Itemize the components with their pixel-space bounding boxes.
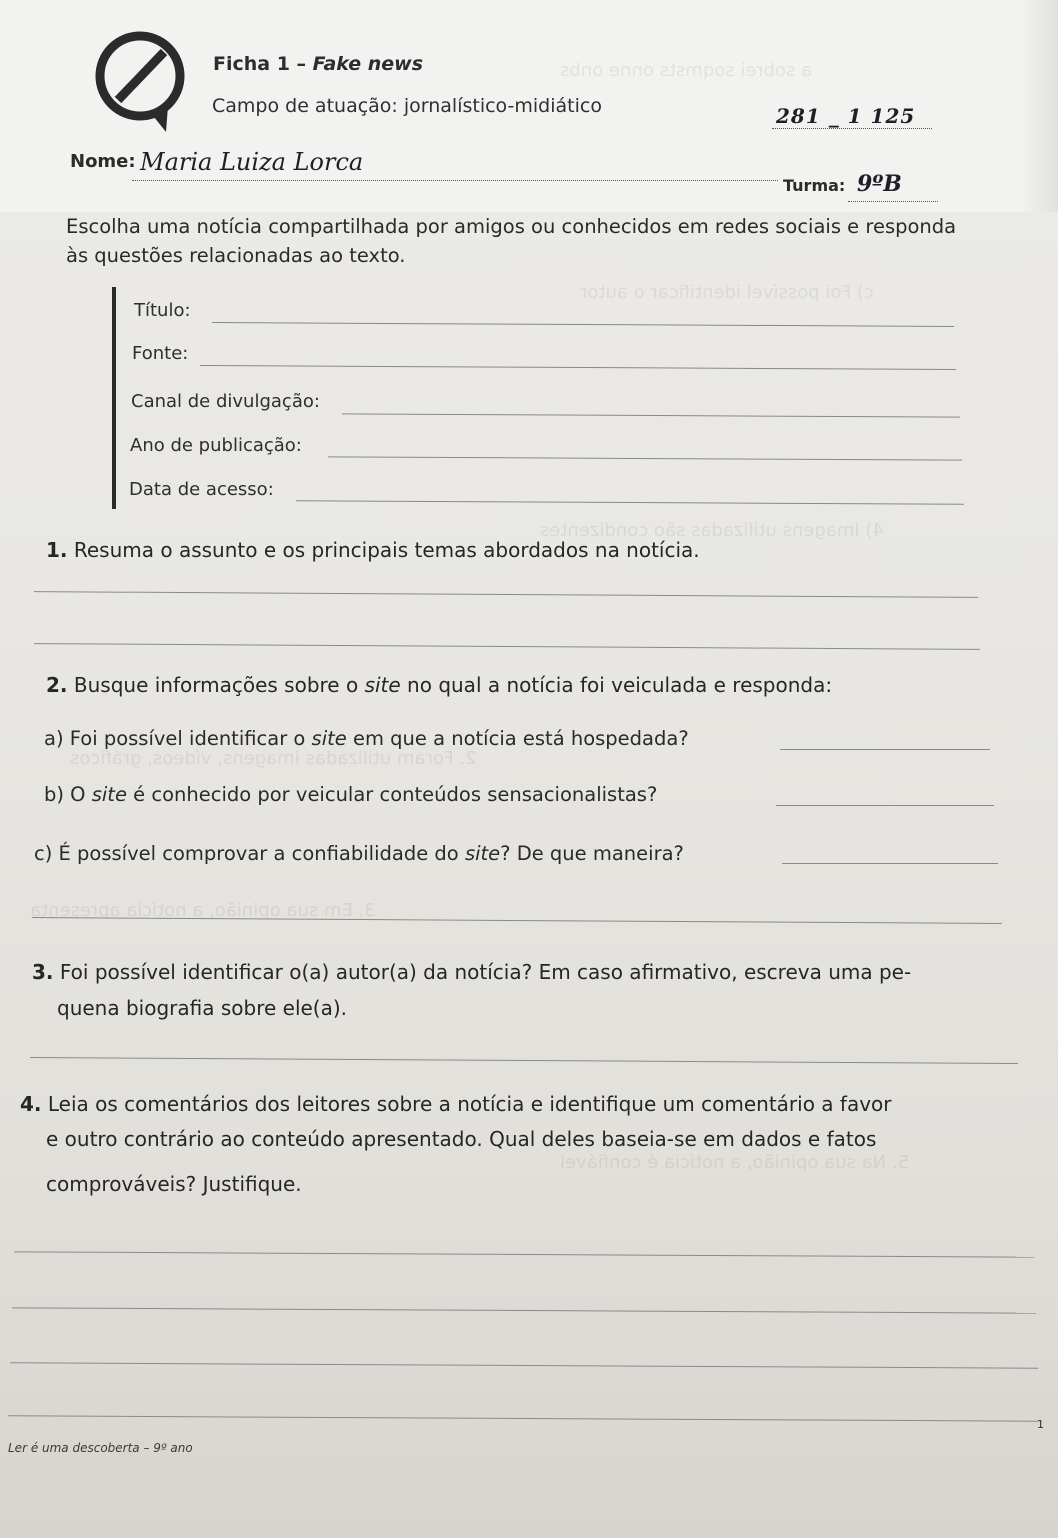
nome-field[interactable]: Maria Luiza Lorca [140, 148, 364, 176]
question-2b: b) O site é conhecido por veicular conteúdos sensacionalistas? [44, 783, 658, 806]
fields-bracket [112, 287, 116, 509]
question-3: 3. Foi possível identificar o(a) autor(a) da notícia? Em caso afirmativo, escreva uma pe- [32, 960, 912, 984]
data-acesso-label: Data de acesso: [129, 479, 274, 500]
nome-label: Nome: [70, 151, 136, 172]
answer-line-2c[interactable] [782, 863, 998, 864]
titulo-label: Título: [134, 300, 191, 321]
ano-label: Ano de publicação: [130, 435, 302, 456]
footer-book-title: Ler é uma descoberta – 9º ano [8, 1441, 193, 1455]
intro-instructions: Escolha uma notícia compartilhada por amigos ou conhecidos em redes sociais e responda às questões relacionadas ao texto. [66, 215, 957, 267]
handwritten-pages: 281 _ 1 125 [776, 104, 916, 128]
question-4: 4. Leia os comentários dos leitores sobre a notícia e identifique um comentário a favor [20, 1092, 892, 1116]
speech-bubble-logo-icon [88, 28, 198, 138]
worksheet-title: Ficha 1 – Fake news [213, 53, 424, 75]
answer-line-2b[interactable] [776, 805, 994, 806]
turma-label: Turma: [783, 176, 846, 195]
question-4-cont-1: e outro contrário ao conteúdo apresentado. Qual deles baseia-se em dados e fatos [46, 1127, 877, 1151]
question-2: 2. Busque informações sobre o site no qual a notícia foi veiculada e responda: [46, 673, 833, 697]
turma-field[interactable]: 9ºB [857, 171, 902, 197]
question-3-cont: quena biografia sobre ele(a). [57, 996, 348, 1020]
field-of-action: Campo de atuação: jornalístico-midiático [212, 95, 602, 117]
page-number: 1 [1037, 1418, 1044, 1431]
question-4-cont-2: comprováveis? Justifique. [46, 1172, 302, 1196]
question-2a: a) Foi possível identificar o site em que a notícia está hospedada? [44, 727, 689, 750]
canal-label: Canal de divulgação: [131, 391, 320, 412]
fonte-label: Fonte: [132, 343, 189, 364]
answer-line-2a[interactable] [780, 749, 990, 750]
question-1: 1. Resuma o assunto e os principais temas abordados na notícia. [46, 538, 700, 562]
question-2c: c) É possível comprovar a confiabilidade do site? De que maneira? [34, 842, 684, 865]
